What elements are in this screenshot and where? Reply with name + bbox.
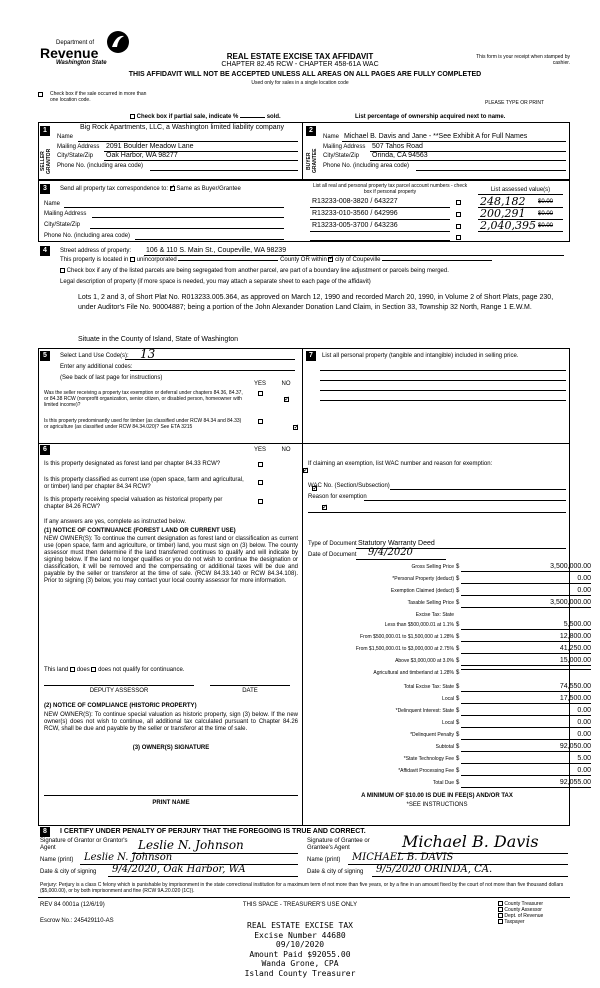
doc-date: 9/4/2020 — [368, 547, 413, 558]
tax-row-tier-4: Above $3,000,000 at 3.0% $ 15,000.00 — [395, 657, 591, 664]
s6-q1-yes-checkbox[interactable] — [258, 462, 263, 467]
exemption-label: If claiming an exemption, list WAC number and reason for exemption: — [308, 461, 493, 467]
s3-name-label: Name — [44, 201, 61, 207]
grantee-date-city: 9/5/2020 ORINDA, CA. — [376, 864, 493, 875]
seller-phone-label: Phone No. (including area code) — [57, 163, 144, 169]
copy-dor-checkbox[interactable] — [498, 913, 503, 918]
parcel-3-personal-checkbox[interactable] — [456, 224, 461, 229]
deputy-assessor-label: DEPUTY ASSESSOR — [89, 688, 149, 694]
section-5-badge: 5 — [40, 351, 50, 361]
perjury-text: Perjury: Perjury is a class C felony which is punishable by imprisonment in the state correctional institution for a maximum term of not more than five years, or by a fine in an amount fixed by the court of not more than five thousand dollars ($5,000.00), or by both imprisonment and fine (RCW 9A.20.020 (1C)). — [40, 882, 564, 894]
tax-row-tier-1: Less than $500,000.01 at 1.1% $ 5,500.00 — [384, 621, 591, 628]
seller-name: Big Rock Apartments, LLC, a Washington limited liability company — [80, 124, 284, 131]
copy-treasurer-checkbox[interactable] — [498, 901, 503, 906]
receipt-note: This form is your receipt when stamped by cashier. — [476, 54, 570, 66]
land-use-code: 13 — [140, 347, 156, 361]
s5-q1-yes-checkbox[interactable] — [258, 391, 263, 396]
logo-emblem-icon — [106, 30, 130, 54]
if-yes-note: If any answers are yes, complete as instructed below. — [44, 519, 187, 525]
s6-q3-no-checkbox[interactable] — [322, 505, 327, 510]
s5-q2-yes-checkbox[interactable] — [258, 419, 263, 424]
tax-row-exemption: Exemption Claimed (deduct) $ 0.00 — [390, 587, 591, 594]
section-1-badge: 1 — [40, 126, 50, 136]
continuance-row: This land does does not qualify for continuance. — [44, 667, 185, 674]
street-label: Street address of property: — [60, 248, 132, 254]
unincorporated-checkbox[interactable] — [130, 257, 135, 262]
notice-2-text: NEW OWNER(S): To continue special valuation as historic property, sign (3) below. If the new owner(s) does not wish to continue, all additional tax calculated pursuant to Chapter 84.26 RCW, shall be due and payable by the seller or transferor at the time of sale. — [44, 712, 298, 732]
grantor-date-city: 9/4/2020, Oak Harbor, WA — [112, 864, 246, 875]
seller-city-label: City/State/Zip — [57, 153, 94, 159]
minimum-due-note: A MINIMUM OF $10.00 IS DUE IN FEE(S) AND/OR TAX — [361, 793, 513, 799]
tax-row-total-state: Total Excise Tax: State $ 74,550.00 — [403, 683, 591, 690]
parcel-4-personal-checkbox[interactable] — [456, 235, 461, 240]
does-not-qualify-checkbox[interactable] — [91, 667, 96, 672]
section-7-badge: 7 — [306, 351, 316, 361]
grantee-date-label: Date & city of signing — [307, 869, 364, 875]
treasurer-stamp: REAL ESTATE EXCISE TAX Excise Number 44680 09/10/2020 Amount Paid $92055.00 Wanda Grone, CPA Island County Treasurer — [244, 921, 356, 978]
certify-text: I CERTIFY UNDER PENALTY OF PERJURY THAT THE FOREGOING IS TRUE AND CORRECT. — [60, 828, 366, 835]
print-name-label: PRINT NAME — [152, 800, 190, 806]
tax-row-taxable: Taxable Selling Price $ 3,500,000.00 — [407, 599, 591, 606]
reason-label: Reason for exemption — [308, 494, 367, 500]
parcel-row-2: R13233-010-3560 / 642996 200,291 $0.00 — [312, 207, 554, 220]
legal-description: Lots 1, 2 and 3, of Short Plat No. R013233.005.364, as approved on March 12, 1990 and recorded March 20, 1990, in Volume 2 of Short Plats, page 230, under Auditor's File No. 90004887; being a portion of the John Alexander Donation Land Claim, in Section 33, Township 32 North, Range 1 E.W.M. — [78, 294, 554, 311]
buyer-name: Michael B. Davis and Jane - **See Exhibit A for Full Names — [344, 133, 528, 140]
tax-row-tier-2: From $500,000.01 to $1,500,000 at 1.28% $ 12,800.00 — [360, 633, 591, 640]
street-address: 106 & 110 S. Main St., Coupeville, WA 98239 — [146, 247, 287, 254]
segregated-checkbox[interactable] — [60, 268, 65, 273]
multi-location-checkbox[interactable] — [38, 92, 43, 97]
tax-row-subtotal: Subtotal $ 92,050.00 — [435, 743, 591, 750]
treasurer-space-label: THIS SPACE - TREASURER'S USE ONLY — [242, 902, 358, 908]
logo-state: Washington State — [56, 60, 107, 66]
tax-row-penalty: *Delinquent Penalty $ 0.00 — [410, 731, 591, 738]
s3-city-label: City/State/Zip — [44, 222, 81, 228]
wac-label: WAC No. (Section/Subsection) — [308, 483, 390, 489]
situate-text: Situate in the County of Island, State of Washington — [78, 336, 239, 343]
s5-question-2: Is this property predominantly used for timber (as classified under RCW 84.34 and 84.33) or agriculture (as classified under RCW 84.34.020)? See ETA 3215 — [44, 418, 242, 430]
s5-q1-no-checkbox[interactable] — [284, 397, 289, 402]
buyer-mailing-label: Mailing Address — [323, 144, 366, 150]
grantee-name: MICHAEL B. DAVIS — [352, 852, 454, 863]
notice-2-title: (2) NOTICE OF COMPLIANCE (HISTORIC PROPERTY) — [44, 703, 197, 709]
tax-row-tech-fee: *State Technology Fee $ 5.00 — [403, 755, 591, 762]
notice-1-text: NEW OWNER(S): To continue the current designation as forest land or classification as current use (open space, farm and agriculture, or timber) land, you must sign on (3) below. The county assessor must then determine if the land transferred continues to qualify and will indicate by signing below. If the land no longer qualifies or you do not wish to continue the designation or classification, it will be removed and the compensating or additional taxes will be due and payable by the seller or transferor at the time of sale. (RCW 84.33.140 or RCW 84.34.108). Prior to signing (3) below, you may contact your local county assessor for more information. — [44, 536, 298, 584]
grantor-name-label: Name (print) — [40, 857, 74, 863]
grantor-signature: Leslie N. Johnson — [138, 838, 244, 852]
s6-question-2: Is this property classified as current use (open space, farm and agricultural, or timber) land per chapter 84.34 RCW? — [44, 477, 244, 490]
parcel-header: List all real and personal property tax parcel account numbers - check box if personal property — [312, 183, 468, 195]
logo-revenue: Revenue — [40, 45, 99, 61]
partial-sale-checkbox[interactable] — [130, 114, 135, 119]
s6-q2-yes-checkbox[interactable] — [258, 480, 263, 485]
section-4-badge: 4 — [40, 246, 50, 256]
revenue-logo — [38, 30, 138, 70]
seller-name-label: Name — [57, 134, 74, 140]
grantor-sig-label: Signature of Grantor or Grantor's Agent — [40, 838, 128, 851]
personal-property-label: List all personal property (tangible and intangible) included in selling price. — [322, 353, 519, 359]
seller-mailing: 2091 Boulder Meadow Lane — [106, 143, 194, 150]
buyer-city: Orinda, CA 94563 — [372, 152, 428, 159]
parcel-row-1: R13233-008-3820 / 643227 248,182 $0.00 — [312, 195, 554, 208]
tax-row-personal: *Personal Property (deduct) $ 0.00 — [392, 575, 591, 582]
s5-q2-no-checkbox[interactable] — [293, 425, 298, 430]
doc-type: Statutory Warranty Deed — [358, 540, 435, 547]
tax-row-interest-state: *Delinquent Interest: State $ 0.00 — [395, 707, 591, 714]
parcel-2-personal-checkbox[interactable] — [456, 212, 461, 217]
see-instructions-note: *SEE INSTRUCTIONS — [406, 802, 468, 808]
s3-mailing-label: Mailing Address — [44, 211, 87, 217]
doc-date-label: Date of Document — [308, 552, 357, 558]
copy-distribution: County Treasurer County Assessor Dept. of Revenue Taxpayer — [498, 901, 543, 925]
grantor-name: Leslie N. Johnson — [84, 852, 173, 863]
land-use-label: Select Land Use Code(s): — [60, 353, 129, 359]
grantee-signature: Michael B. Davis — [402, 832, 539, 851]
s6-no-header: NO — [281, 447, 291, 453]
tax-row-tier-3: From $1,500,000.01 to $3,000,000 at 2.75% $ 41,250.00 — [355, 645, 591, 652]
s6-q3-yes-checkbox[interactable] — [258, 499, 263, 504]
s5-yes-header: YES — [253, 381, 266, 387]
single-location-note: Used only for sales in a single location code — [251, 80, 349, 86]
grantee-name-label: Name (print) — [307, 857, 341, 863]
seller-city: Oak Harbor, WA 98277 — [106, 152, 178, 159]
grantee-sig-label: Signature of Grantee or Grantee's Agent — [307, 838, 370, 851]
form-title: REAL ESTATE EXCISE TAX AFFIDAVIT — [226, 52, 374, 61]
partial-sale-row: Check box if partial sale, indicate % sold. — [130, 114, 281, 121]
segregated-row: Check box if any of the listed parcels are being segregated from another parcel, are part of a boundary line adjustment or parcels being merged. — [60, 268, 449, 275]
buyer-mailing: 507 Tahos Road — [372, 143, 423, 150]
section-8-badge: 8 — [40, 827, 50, 837]
form-subtitle: CHAPTER 82.45 RCW - CHAPTER 458-61A WAC — [221, 61, 379, 68]
s3-phone-label: Phone No. (including area code) — [44, 233, 131, 239]
buyer-city-label: City/State/Zip — [323, 153, 360, 159]
s5-no-header: NO — [281, 381, 291, 387]
s6-q1-no-checkbox[interactable] — [303, 468, 308, 473]
doc-type-label: Type of Document — [308, 541, 357, 547]
buyer-phone-label: Phone No. (including area code) — [323, 163, 410, 169]
see-back-note: (See back of last page for instructions) — [60, 375, 163, 381]
s5-question-1: Was the seller receiving a property tax exemption or deferral under chapters 84.36, 84.37, or 84.38 RCW (nonprofit organization, senior citizen, or disabled person, homeowner with limited income)? — [44, 390, 243, 408]
send-correspondence: Send all property tax correspondence to: ✓ Same as Buyer/Grantee — [60, 186, 241, 193]
buyer-label: BUYER GRANTEE — [306, 148, 318, 174]
logo-dept: Department of — [56, 40, 95, 46]
grantor-date-label: Date & city of signing — [40, 869, 97, 875]
section-3-badge: 3 — [40, 184, 50, 194]
tax-row-gross: Gross Selling Price $ 3,500,000.00 — [411, 563, 591, 570]
parcel-row-3: R13233-005-3700 / 643236 2,040,395 $0.00 — [312, 219, 554, 232]
tax-row-agricultural: Agricultural and timberland at 1.28% $ — [311, 669, 591, 678]
notice-1-title: (1) NOTICE OF CONTINUANCE (FOREST LAND OR CURRENT USE) — [44, 528, 236, 534]
copy-assessor-checkbox[interactable] — [498, 907, 503, 912]
tax-row-total-due: Total Due $ 92,055.00 — [432, 779, 591, 786]
does-qualify-checkbox[interactable] — [70, 667, 75, 672]
additional-codes-label: Enter any additional codes: — [60, 364, 133, 370]
tax-row-interest-local: Local $ 0.00 — [442, 719, 591, 726]
legal-label: Legal description of property (if more space is needed, you may attach a separate sheet to each page of the affidavit) — [60, 279, 371, 285]
assessed-header: List assessed value(s) — [490, 187, 551, 193]
buyer-name-label: Name — [323, 134, 340, 140]
ownership-note: List percentage of ownership acquired next to name. — [355, 114, 506, 120]
seller-label: SELLER GRANTOR — [40, 148, 52, 174]
form-revision: REV 84 0001a (12/6/19) — [40, 902, 105, 908]
s6-yes-header: YES — [253, 447, 266, 453]
s6-question-3: Is this property receiving special valuation as historical property per chapter 84.26 RCW? — [44, 497, 223, 510]
s6-question-1: Is this property designated as forest land per chapter 84.33 RCW? — [44, 461, 221, 467]
owner-signature-label: (3) OWNER(S) SIGNATURE — [132, 745, 210, 751]
same-as-buyer-checkbox[interactable] — [170, 186, 175, 191]
city-checkbox[interactable] — [328, 257, 333, 262]
tax-row-excise-header: Excise Tax: State — [415, 612, 454, 618]
tax-row-local: Local $ 17,500.00 — [442, 695, 591, 702]
warning-text: THIS AFFIDAVIT WILL NOT BE ACCEPTED UNLESS ALL AREAS ON ALL PAGES ARE FULLY COMPLETED — [128, 71, 482, 78]
section-2-badge: 2 — [306, 126, 316, 136]
deputy-date-label: DATE — [242, 688, 258, 694]
copy-taxpayer-checkbox[interactable] — [498, 919, 503, 924]
type-or-print: PLEASE TYPE OR PRINT — [485, 100, 545, 106]
located-in-row: This property is located in unincorporated County OR within ✓ city of Coupeville — [60, 257, 492, 264]
parcel-1-personal-checkbox[interactable] — [456, 200, 461, 205]
section-6-badge: 6 — [40, 445, 50, 455]
seller-mailing-label: Mailing Address — [57, 144, 100, 150]
tax-row-processing-fee: *Affidavit Processing Fee $ 0.00 — [398, 767, 591, 774]
escrow-number: Escrow No.: 245429110-AS — [40, 918, 114, 924]
